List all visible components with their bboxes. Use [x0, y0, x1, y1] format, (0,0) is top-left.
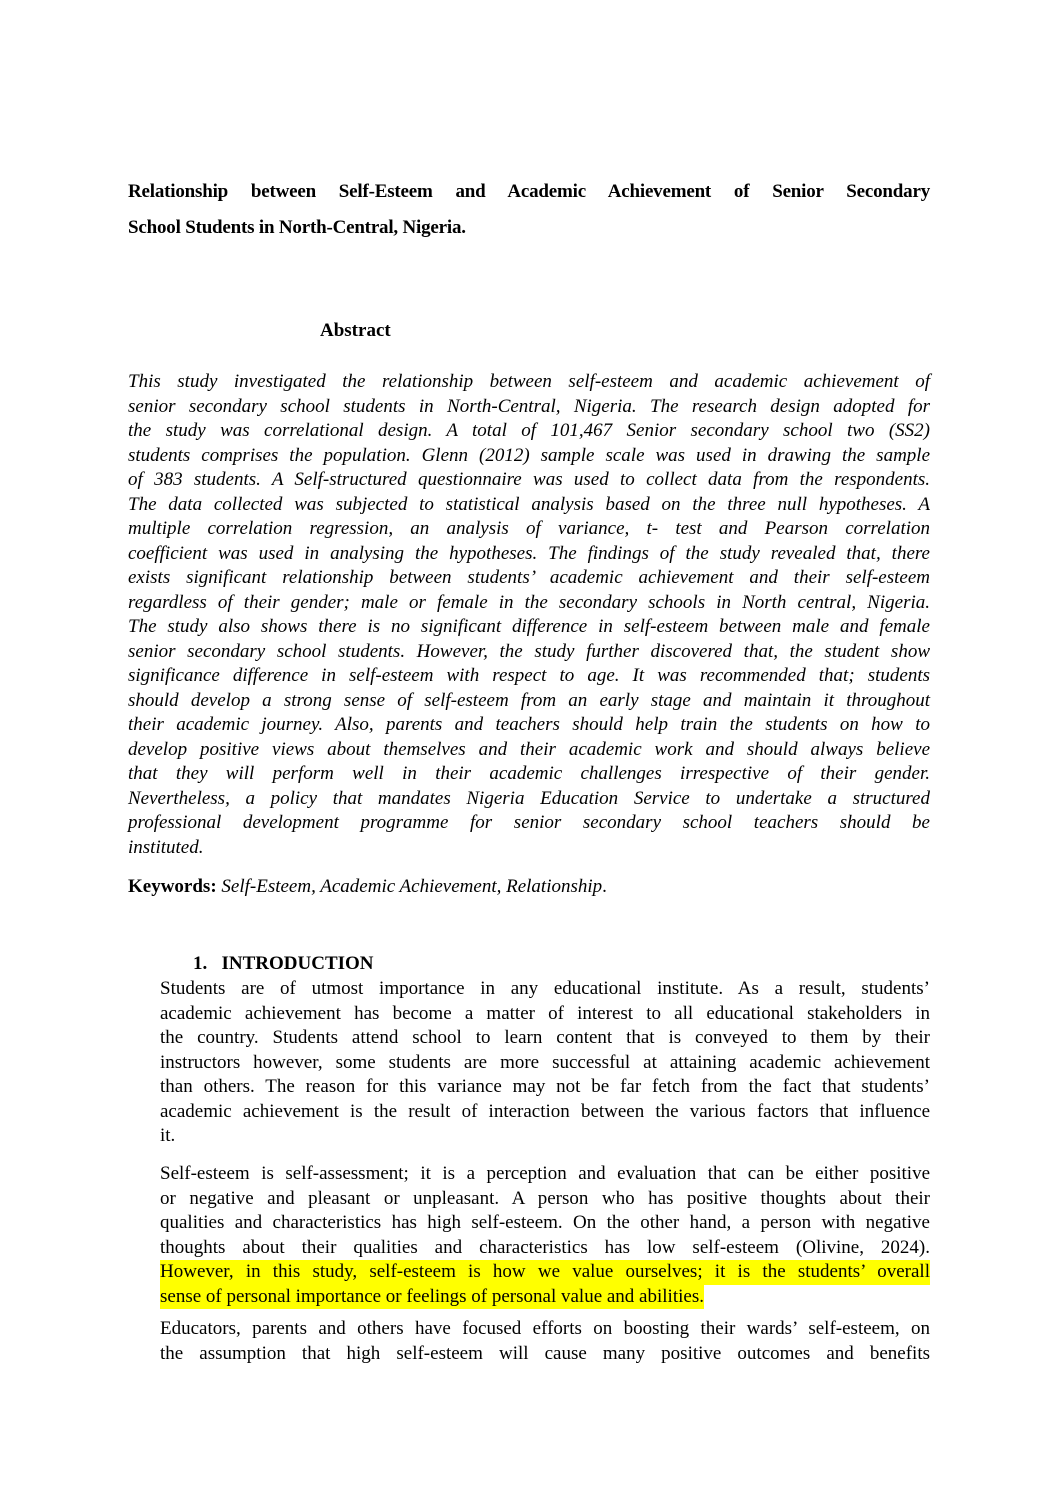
text-line: School Students in North-Central, Nigeria. — [128, 217, 466, 238]
text-line: This study investigated the relationship between self-esteem and academic achievement of — [128, 371, 930, 392]
keywords-label: Keywords: — [128, 876, 217, 897]
abstract-body — [128, 370, 930, 860]
text-line: it. — [160, 1125, 176, 1146]
abstract-heading: Abstract — [320, 320, 391, 341]
text-line: instituted. — [128, 836, 204, 858]
text-line: academic achievement has become a matter of interest to all educational stakeholders in — [160, 1002, 930, 1024]
text-line: thoughts about their qualities and characteristics has low self-esteem (Olivine, 2024). — [160, 1236, 930, 1258]
text-line: the study was correlational design. A total of 101,467 Senior secondary school two (SS2) — [128, 420, 930, 441]
text-line: students comprises the population. Glenn (2012) sample scale was used in drawing the sample — [128, 444, 930, 466]
text-line: The study also shows there is no significant difference in self-esteem between male and female — [128, 616, 930, 637]
intro-paragraph-2 — [160, 1162, 930, 1309]
text-line: of 383 students. A Self-structured questionnaire was used to collect data from the respondents. — [128, 469, 930, 490]
intro-paragraph-3 — [160, 1317, 930, 1366]
text-line: Relationship between Self-Esteem and Academic Achievement of Senior Secondary — [128, 181, 930, 202]
text-line: that they will perform well in their academic challenges irrespective of their gender. — [128, 763, 930, 784]
intro-paragraph-1 — [160, 977, 930, 1149]
text-line: academic achievement is the result of interaction between the various factors that influence — [160, 1100, 930, 1122]
text-line: multiple correlation regression, an analysis of variance, t- test and Pearson correlation — [128, 518, 930, 539]
text-line: Students are of utmost importance in any educational institute. As a result, students’ — [160, 978, 930, 999]
text-line: coefficient was used in analysing the hypotheses. The findings of the study revealed that, there — [128, 542, 930, 564]
text-line: senior secondary school students in North-Central, Nigeria. The research design adopted for — [128, 395, 930, 417]
text-line: or negative and pleasant or unpleasant. A person who has positive thoughts about their — [160, 1187, 930, 1209]
text-line: Nevertheless, a policy that mandates Nigeria Education Service to undertake a structured — [128, 787, 930, 809]
highlighted-text-line: sense of personal importance or feelings of personal value and abilities. — [160, 1285, 704, 1310]
text-line: their academic journey. Also, parents and teachers should help train the students on how to — [128, 714, 930, 735]
text-line: Self-esteem is self-assessment; it is a perception and evaluation that can be either positive — [160, 1163, 930, 1184]
keywords-end: . — [602, 876, 607, 897]
keywords-value: Self-Esteem, Academic Achievement, Relationship — [221, 876, 603, 897]
keywords — [128, 875, 607, 899]
text-line: regardless of their gender; male or female in the secondary schools in North central, Nigeria. — [128, 591, 930, 613]
text-line: develop positive views about themselves and their academic work and should always believe — [128, 738, 930, 760]
introduction-heading: 1. INTRODUCTION — [193, 953, 374, 974]
paper-title — [128, 174, 930, 246]
text-line: Educators, parents and others have focused efforts on boosting their wards’ self-esteem, on — [160, 1318, 930, 1339]
text-line: the assumption that high self-esteem will cause many positive outcomes and benefits — [160, 1342, 930, 1364]
text-line: significance difference in self-esteem with respect to age. It was recommended that; students — [128, 665, 930, 686]
text-line: than others. The reason for this variance may not be far fetch from the fact that students’ — [160, 1076, 930, 1097]
text-line: The data collected was subjected to statistical analysis based on the three null hypotheses. A — [128, 493, 930, 515]
text-line: exists significant relationship between students’ academic achievement and their self-esteem — [128, 567, 930, 588]
text-line: professional development programme for senior secondary school teachers should be — [128, 812, 930, 833]
text-line: senior secondary school students. However, the study further discovered that, the student show — [128, 640, 930, 662]
text-line: instructors however, some students are more successful at attaining academic achievement — [160, 1051, 930, 1073]
highlighted-text-line: However, in this study, self-esteem is how we value ourselves; it is the students’ overall — [160, 1260, 930, 1285]
text-line: should develop a strong sense of self-esteem from an early stage and maintain it throughout — [128, 689, 930, 711]
text-line: qualities and characteristics has high self-esteem. On the other hand, a person with negative — [160, 1212, 930, 1233]
text-line: the country. Students attend school to learn content that is conveyed to them by their — [160, 1027, 930, 1048]
